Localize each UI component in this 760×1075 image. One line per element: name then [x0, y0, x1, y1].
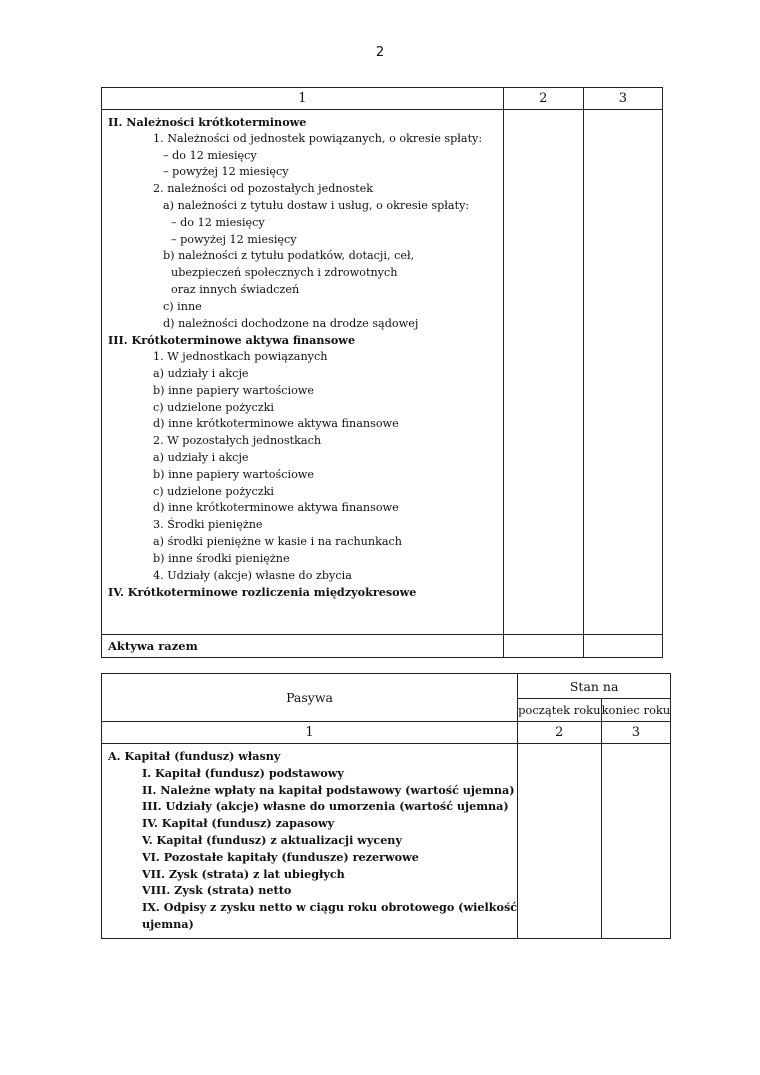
- assets-line: ubezpieczeń społecznych i zdrowotnych: [171, 266, 398, 280]
- end-of-year-header: koniec roku: [601, 699, 671, 722]
- start-of-year-header: początek roku: [518, 699, 602, 722]
- assets-line: a) należności z tytułu dostaw i usług, o okresie spłaty:: [163, 198, 470, 212]
- assets-line: a) udziały i akcje: [153, 366, 249, 380]
- liabilities-table: [101, 673, 671, 939]
- liabilities-line: VII. Zysk (strata) z lat ubiegłych: [142, 866, 345, 881]
- assets-line: – do 12 miesięcy: [171, 215, 265, 229]
- liabilities-line: IX. Odpisy z zysku netto w ciągu roku obrotowego (wielkość: [142, 900, 518, 915]
- assets-line: 1. Należności od jednostek powiązanych, o okresie spłaty:: [153, 131, 483, 145]
- liabilities-col3-values: [601, 744, 671, 939]
- assets-line: c) inne: [163, 299, 202, 313]
- assets-line: oraz innych świadczeń: [171, 282, 300, 296]
- assets-line: d) inne krótkoterminowe aktywa finansowe: [153, 417, 399, 431]
- liabilities-line: VIII. Zysk (strata) netto: [142, 883, 292, 898]
- assets-items-cell: [102, 110, 504, 635]
- liabilities-line: III. Udziały (akcje) własne do umorzenia (wartość ujemna): [142, 799, 509, 814]
- assets-line: b) inne papiery wartościowe: [153, 467, 315, 481]
- assets-line: b) inne papiery wartościowe: [153, 383, 315, 397]
- liabilities-line: II. Należne wpłaty na kapitał podstawowy (wartość ujemna): [142, 782, 515, 797]
- liabilities-col2-number: 2: [518, 722, 602, 744]
- assets-col2-values: [503, 110, 583, 635]
- liabilities-items-cell: [102, 744, 518, 939]
- assets-col3-values: [583, 110, 662, 635]
- assets-line: 1. W jednostkach powiązanych: [153, 350, 328, 364]
- assets-line: a) środki pieniężne w kasie i na rachunkach: [153, 534, 402, 548]
- assets-col3-header: 3: [583, 88, 662, 110]
- assets-total-col2: [503, 635, 583, 658]
- liabilities-line: A. Kapitał (fundusz) własny: [108, 749, 281, 763]
- liabilities-number-row: [102, 722, 671, 744]
- assets-line: b) należności z tytułu podatków, dotacji, ceł,: [163, 249, 415, 263]
- assets-line: – powyżej 12 miesięcy: [163, 165, 289, 179]
- state-on-header: Stan na: [518, 674, 671, 699]
- liabilities-line: V. Kapitał (fundusz) z aktualizacji wyceny: [142, 832, 402, 847]
- liabilities-title-row: [102, 674, 671, 699]
- assets-col1-header: 1: [102, 88, 504, 110]
- assets-line: II. Należności krótkoterminowe: [108, 115, 307, 129]
- liabilities-title: Pasywa: [102, 674, 518, 722]
- liabilities-line: I. Kapitał (fundusz) podstawowy: [142, 765, 344, 780]
- assets-line: d) inne krótkoterminowe aktywa finansowe: [153, 501, 399, 515]
- assets-table: [101, 87, 663, 658]
- assets-line: 3. Środki pieniężne: [153, 518, 263, 532]
- liabilities-line: IV. Kapitał (fundusz) zapasowy: [142, 816, 335, 831]
- assets-total-label: Aktywa razem: [102, 635, 504, 658]
- assets-line: 2. należności od pozostałych jednostek: [153, 182, 373, 196]
- liabilities-col1-number: 1: [102, 722, 518, 744]
- liabilities-body-row: [102, 744, 671, 939]
- assets-total-row: [102, 635, 663, 658]
- assets-line: d) należności dochodzone na drodze sądowej: [163, 316, 419, 330]
- assets-body-row: [102, 110, 663, 635]
- liabilities-line: ujemna): [142, 916, 194, 931]
- liabilities-col2-values: [518, 744, 602, 939]
- assets-line: a) udziały i akcje: [153, 450, 249, 464]
- assets-line: – powyżej 12 miesięcy: [171, 232, 297, 246]
- page-number: 2: [375, 45, 385, 60]
- assets-line: c) udzielone pożyczki: [153, 400, 274, 414]
- liabilities-line: VI. Pozostałe kapitały (fundusze) rezerwowe: [142, 849, 419, 864]
- assets-line: IV. Krótkoterminowe rozliczenia międzyokresowe: [108, 585, 417, 600]
- assets-line: b) inne środki pieniężne: [153, 551, 290, 565]
- assets-line: – do 12 miesięcy: [163, 148, 257, 162]
- assets-line: c) udzielone pożyczki: [153, 484, 274, 498]
- assets-col2-header: 2: [503, 88, 583, 110]
- assets-line: 4. Udziały (akcje) własne do zbycia: [153, 568, 352, 582]
- assets-header-row: [102, 88, 663, 110]
- liabilities-col3-number: 3: [601, 722, 671, 744]
- assets-total-col3: [583, 635, 662, 658]
- assets-line: III. Krótkoterminowe aktywa finansowe: [108, 333, 356, 348]
- assets-line: 2. W pozostałych jednostkach: [153, 434, 322, 448]
